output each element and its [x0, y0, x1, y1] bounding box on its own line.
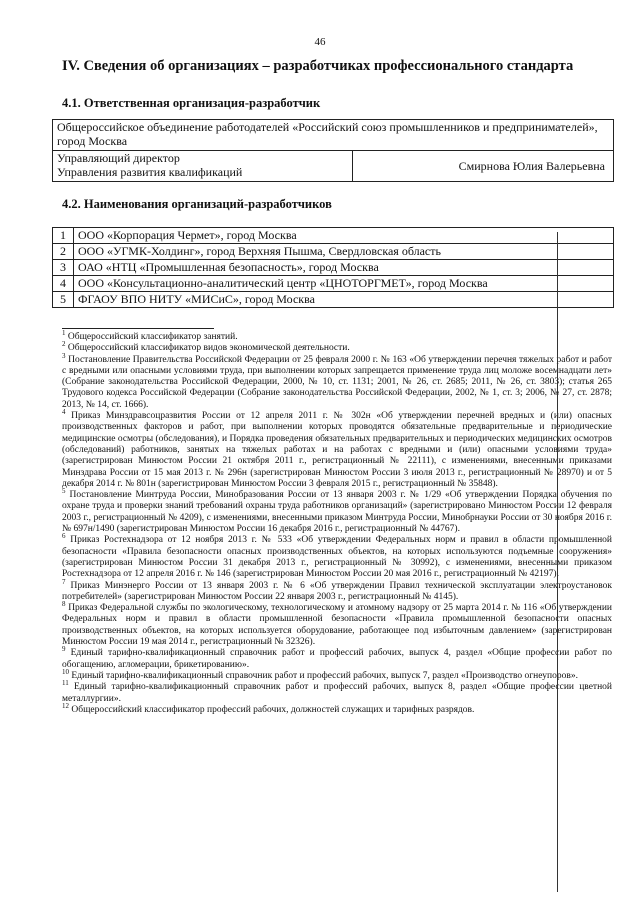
developers-table — [52, 227, 614, 308]
footnote — [62, 701, 612, 716]
responsible-org-table — [52, 119, 614, 182]
footnote-mark: 8 — [62, 599, 66, 608]
footnote — [62, 645, 612, 671]
org-name: ООО «Корпорация Чермет», город Москва — [74, 228, 614, 244]
footnote — [62, 577, 612, 604]
footnote-separator — [62, 328, 214, 329]
position-line-2: Управления развития квалификаций — [57, 165, 243, 179]
footnote-text: Приказ Минэнерго России от 13 января 2003 г. № 6 «Об утверждении Правил технической эксплуатации электроустановок потребителей» (зарегистрирован Минюстом России 22 января 2003 г., регистрационный № 4145). — [62, 580, 612, 602]
footnote-mark: 9 — [62, 645, 66, 654]
footnote — [62, 667, 612, 682]
section-title: IV. Сведения об организациях – разработчиках профессионального стандарта — [62, 58, 574, 74]
row-number: 1 — [53, 228, 74, 244]
org-name: ФГАОУ ВПО НИТУ «МИСиС», город Москва — [74, 292, 614, 308]
table-row — [53, 228, 614, 244]
table-row — [53, 292, 614, 308]
footnote — [62, 487, 613, 535]
developers-heading: 4.2. Наименования организаций-разработчиков — [62, 197, 332, 211]
footnote — [62, 328, 612, 343]
footnote-text: Приказ Минздравсоцразвития России от 12 апреля 2011 г. № 302н «Об утверждении перечней вредных и (или) опасных производственных факторов и работ, при выполнении которых проводятся обязательные предварительные и периодические медицинские осмотры (обследования), и Порядка проведения обязательных предварительных и периодических медицинских осмотров (обследований) работников, занятых на тяжелых работах и на работах с вредными и (или) опасными условиями труда» (зарегистрирован Минюстом России 21 октября 2011 г., регистрационный № 22111), с изменениями, внесенными приказами Минздрава России от 15 мая 2013 г. № 296н (зарегистрирован Минюстом России 3 июля 2013 г., регистрационный № 28970) и от 5 декабря 2014 г. № 801н (зарегистрирован Минюстом России 3 февраля 2015 г., регистрационный № 35848). — [62, 411, 612, 489]
footnote — [62, 532, 612, 580]
row-number: 2 — [53, 244, 74, 260]
responsible-org-row — [53, 120, 614, 151]
footnote — [62, 599, 613, 648]
footnote-mark: 12 — [62, 701, 69, 710]
responsible-org-name: Общероссийское объединение работодателей «Российский союз промышленников и предпринимателей», город Москва — [53, 120, 614, 151]
org-name: ООО «Консультационно-аналитический центр «ЦНОТОРГМЕТ», город Москва — [74, 276, 614, 292]
org-name: ОАО «НТЦ «Промышленная безопасность», город Москва — [74, 260, 614, 276]
footnote-text: Постановление Минтруда России, Минобразования России от 13 января 2003 г. № 1/29 «Об утверждении Порядка обучения по охране труда и проверки знаний требований охраны труда работников организаций» (зарегистрировано Минюстом России 12 февраля 2003 г., регистрационный № 4209), с изменениями, внесенными приказом Минтруда России, Минобрнауки России от 30 ноября 2016 г. № 697н/1490 (зарегистрирован Минюстом России 16 декабря 2016 г., регистрационный № 44767). — [62, 490, 613, 535]
responsible-org-heading: 4.1. Ответственная организация-разработчик — [62, 96, 321, 110]
footnote-text: Единый тарифно-квалификационный справочник работ и профессий рабочих, выпуск 7, раздел «Производство огнеупоров». — [71, 670, 578, 681]
footnote-text: Приказ Ростехнадзора от 12 ноября 2013 г. № 533 «Об утверждении Федеральных норм и правил в области промышленной безопасности «Правила безопасности опасных производственных объектов, на которых используются подъемные сооружения» (зарегистрирован Минюстом России 31 декабря 2013 г., регистрационный № 30992), с изменениями, внесенными приказом Ростехнадзора от 12 апреля 2016 г. № 146 (зарегистрирован Минюстом России 20 мая 2016 г., регистрационный № 42197). — [62, 535, 612, 580]
page-number: 46 — [314, 36, 326, 48]
row-number: 3 — [53, 260, 74, 276]
footnote-mark: 10 — [62, 667, 69, 676]
table-row — [53, 260, 614, 276]
table-row — [53, 276, 614, 292]
footnote-mark: 2 — [62, 340, 66, 349]
footnote-mark: 7 — [62, 577, 66, 586]
footnote-mark: 11 — [62, 679, 69, 688]
footnote-text: Общероссийский классификатор профессий рабочих, должностей служащих и тарифных разрядов. — [71, 704, 475, 715]
responsible-position — [53, 151, 353, 182]
footnote-text: Постановление Правительства Российской Федерации от 25 февраля 2000 г. № 163 «Об утверждении перечня тяжелых работ и работ с вредными или опасными условиями труда, при выполнении которых запрещается применение труда лиц моложе восемнадцати лет» (Собрание законодательства Российской Федерации, 2000, № 10, ст. 1131; 2001, № 26, ст. 2685; 2011, № 26, ст. 3803); статья 265 Трудового кодекса Российской Федерации (Собрание законодательства Российской Федерации, 2002, № 1, ст. 3; 2006, № 27, ст. 2878; 2013, № 14, ст. 1666). — [62, 354, 613, 410]
footnote — [62, 340, 612, 354]
footnote — [62, 679, 612, 705]
footnote-mark: 1 — [62, 328, 66, 337]
responsible-signer-row — [53, 151, 614, 182]
footnote-mark: 3 — [62, 351, 66, 360]
footnote-text: Общероссийский классификатор занятий. — [67, 332, 238, 342]
signer-name: Смирнова Юлия Валерьевна — [353, 151, 614, 182]
footnote-text: Общероссийский классификатор видов экономической деятельности. — [67, 343, 350, 354]
footnote-mark: 4 — [62, 407, 66, 416]
footnote-mark: 5 — [62, 487, 66, 495]
row-number: 4 — [53, 276, 74, 292]
row-number: 5 — [53, 292, 74, 308]
footnotes — [62, 328, 613, 716]
footnote-mark: 6 — [62, 532, 66, 541]
org-name: ООО «УГМК-Холдинг», город Верхняя Пышма, Свердловская область — [74, 244, 614, 260]
table-row — [53, 244, 614, 260]
footnote-text: Единый тарифно-квалификационный справочник работ и профессий рабочих, выпуск 4, раздел «Общие профессии работ по обогащению, агломерации, брикетированию». — [62, 648, 612, 670]
footnote-text: Единый тарифно-квалификационный справочник работ и профессий рабочих, выпуск 8, раздел «Общие профессии цветной металлургии». — [62, 682, 612, 704]
footnote — [62, 351, 613, 411]
footnote-text: Приказ Федеральной службы по экологическому, технологическому и атомному надзору от 25 марта 2014 г. № 116 «Об утверждении Федеральных норм и правил в области промышленной безопасности «Правила промышленной безопасности опасных производственных объектов, на которых используется оборудование, работающее под избыточным давлением» (зарегистрирован Минюстом России 19 мая 2014 г., регистрационный № 32326). — [62, 603, 613, 648]
footnote — [62, 407, 612, 490]
position-line-1: Управляющий директор — [57, 151, 180, 165]
scan-artifact-line — [557, 232, 558, 892]
